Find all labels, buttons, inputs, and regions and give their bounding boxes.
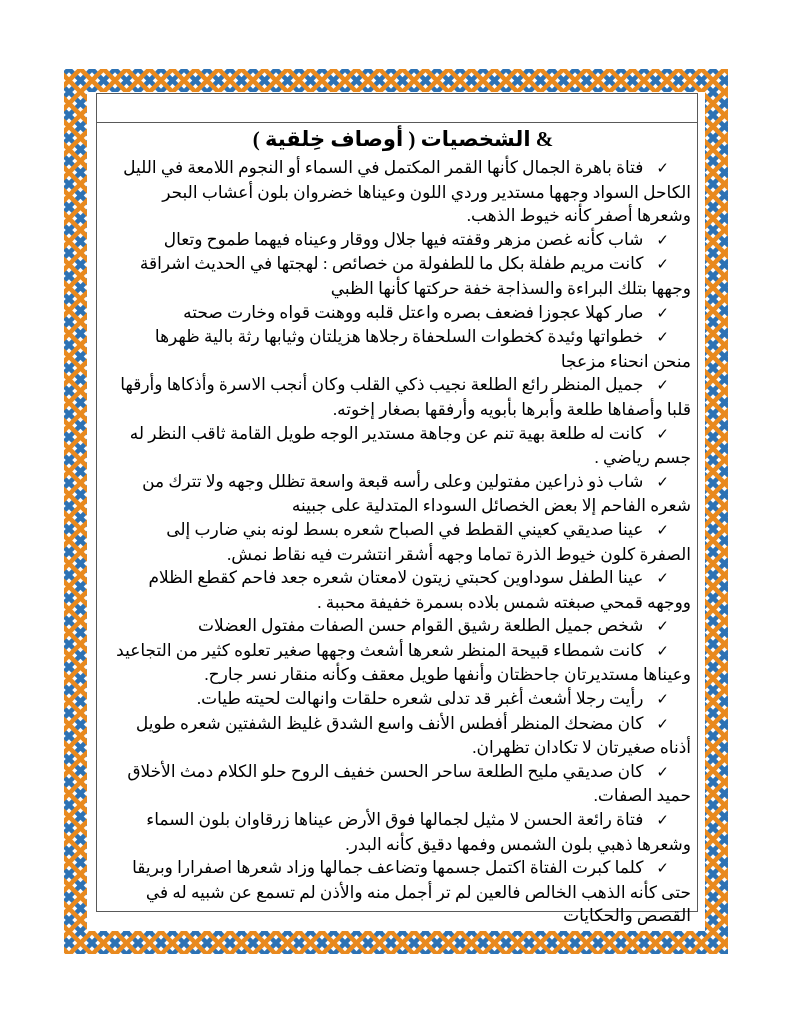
- list-item: [115, 228, 691, 253]
- checkmark-icon: ✓: [656, 159, 669, 177]
- checkmark-icon: ✓: [656, 328, 669, 347]
- list-item: [115, 301, 691, 326]
- checkmark-icon: ✓: [656, 859, 669, 878]
- item-text: فتاة رائعة الحسن لا مثيل لجمالها فوق الأرض عيناها زرقاوان بلون السماء وشعرها ذهبي بلون الشمس وفمها دقيق كأنه البدر.: [146, 810, 691, 854]
- checkmark-icon: ✓: [656, 641, 669, 660]
- item-text: كان صديقي مليح الطلعة ساحر الحسن خفيف الروح حلو الكلام دمث الأخلاق حميد الصفات.: [127, 761, 691, 806]
- list-item: [115, 566, 691, 614]
- checkmark-icon: ✓: [656, 472, 669, 491]
- item-text: كلما كبرت الفتاة اكتمل جسمها وتضاعف جمالها وزاد شعرها اصفرارا وبريقا حتى كأنه الذهب الخالص فالعين لم تر أجمل منه والأذن لم تسمع عن شبيه له في القصص والحكايات: [132, 858, 691, 926]
- list-item: [115, 639, 691, 687]
- item-text: رأيت رجلا أشعث أغبر قد تدلى شعره حلقات وانهالت لحيته طيات.: [196, 689, 644, 709]
- list-item: [115, 422, 691, 470]
- list-item: [115, 856, 691, 928]
- checkmark-icon: ✓: [656, 617, 669, 636]
- content-area: [97, 123, 697, 928]
- item-text: شخص جميل الطلعة رشيق القوام حسن الصفات مفتول العضلات: [197, 616, 644, 636]
- checkmark-icon: ✓: [656, 690, 669, 709]
- checkmark-icon: ✓: [656, 714, 669, 733]
- checkmark-icon: ✓: [656, 520, 669, 539]
- page-title: & الشخصيات ( أوصاف خِلقية ): [252, 127, 554, 151]
- item-text: جميل المنظر رائع الطلعة نجيب ذكي القلب وكان أنجب الاسرة وأذكاها وأرقها قلبا وأصفاها طلعة وأبرها بأبويه وأرفقها بصغار إخوته.: [120, 375, 691, 419]
- checkmark-icon: ✓: [656, 569, 669, 588]
- item-text: كانت شمطاء قبيحة المنظر شعرها أشعث وجهها صغير تعلوه كثير من التجاعيد وعيناها مستديرتان جاحظتان وأنفها طويل معقف وكأنه منقار نسر جارح.: [116, 640, 691, 685]
- list-item: [115, 156, 691, 228]
- item-text: صار كهلا عجوزا فضعف بصره واعتل قلبه ووهنت قواه وخارت صحته: [183, 302, 644, 322]
- bullet-list: [115, 156, 691, 928]
- item-text: شاب ذو ذراعين مفتولين وعلى رأسه قبعة واسعة تظلل وجهه ولا تترك من شعره الفاحم إلا بعض الخصائل السوداء المتدلية على جبينه: [142, 471, 691, 516]
- checkmark-icon: ✓: [656, 762, 669, 781]
- border-top-band: [64, 69, 728, 92]
- list-item: [115, 252, 691, 300]
- list-item: [115, 808, 691, 856]
- list-item: [115, 712, 691, 760]
- header-strip: [97, 94, 697, 123]
- border-left-band: [64, 69, 87, 954]
- list-item: [115, 760, 691, 808]
- checkmark-icon: ✓: [656, 376, 669, 395]
- item-text: شاب كأنه غصن مزهر وقفته فيها جلال ووقار وعيناه فيهما طموح وتعال: [163, 229, 644, 249]
- list-item: [115, 470, 691, 518]
- list-item: [115, 614, 691, 639]
- list-item: [115, 518, 691, 566]
- item-text: خطواتها وئيدة كخطوات السلحفاة رجلاها هزيلتان وثيابها رثة بالية ظهرها منحن انحناء مزعجا: [154, 327, 691, 371]
- list-item: [115, 325, 691, 373]
- item-text: عينا صديقي كعيني القطط في الصباح شعره بسط لونه بني ضارب إلى الصفرة كلون خيوط الذرة تماما وجهه أشقر انتشرت فيه نقاط نمش.: [166, 519, 691, 564]
- text-frame: [96, 93, 698, 926]
- border-bottom-band: [64, 931, 728, 954]
- item-text: كانت مريم طفلة بكل ما للطفولة من خصائص : لهجتها في الحديث اشراقة وجهها بتلك البراءة والسذاجة خفة حركتها كأنها الظبي: [139, 254, 691, 298]
- item-text: فتاة باهرة الجمال كأنها القمر المكتمل في السماء أو النجوم اللامعة في الليل الكاحل السواد وجهها مستدير وردي اللون وعيناها خضروان بلون أعشاب البحر وشعرها أصفر كأنه خيوط الذهب.: [123, 158, 691, 226]
- list-item: [115, 687, 691, 712]
- checkmark-icon: ✓: [656, 811, 669, 830]
- border-right-band: [705, 69, 728, 954]
- item-text: كانت له طلعة بهية تنم عن وجاهة مستدير الوجه طويل القامة ثاقب النظر له جسم رياضي .: [129, 423, 691, 468]
- checkmark-icon: ✓: [656, 303, 669, 322]
- item-text: عينا الطفل سوداوين كحبتي زيتون لامعتان شعره جعد فاحم كقطع الظلام ووجهه قمحي صبغته شمس بلاده بسمرة خفيفة محببة .: [148, 568, 691, 612]
- checkmark-icon: ✓: [656, 230, 669, 249]
- checkmark-icon: ✓: [656, 424, 669, 443]
- checkmark-icon: ✓: [656, 255, 669, 274]
- list-item: [115, 373, 691, 421]
- item-text: كان مضحك المنظر أفطس الأنف واسع الشدق غليظ الشفتين شعره طويل أذناه صغيرتان لا تكادان تظهران.: [135, 713, 691, 758]
